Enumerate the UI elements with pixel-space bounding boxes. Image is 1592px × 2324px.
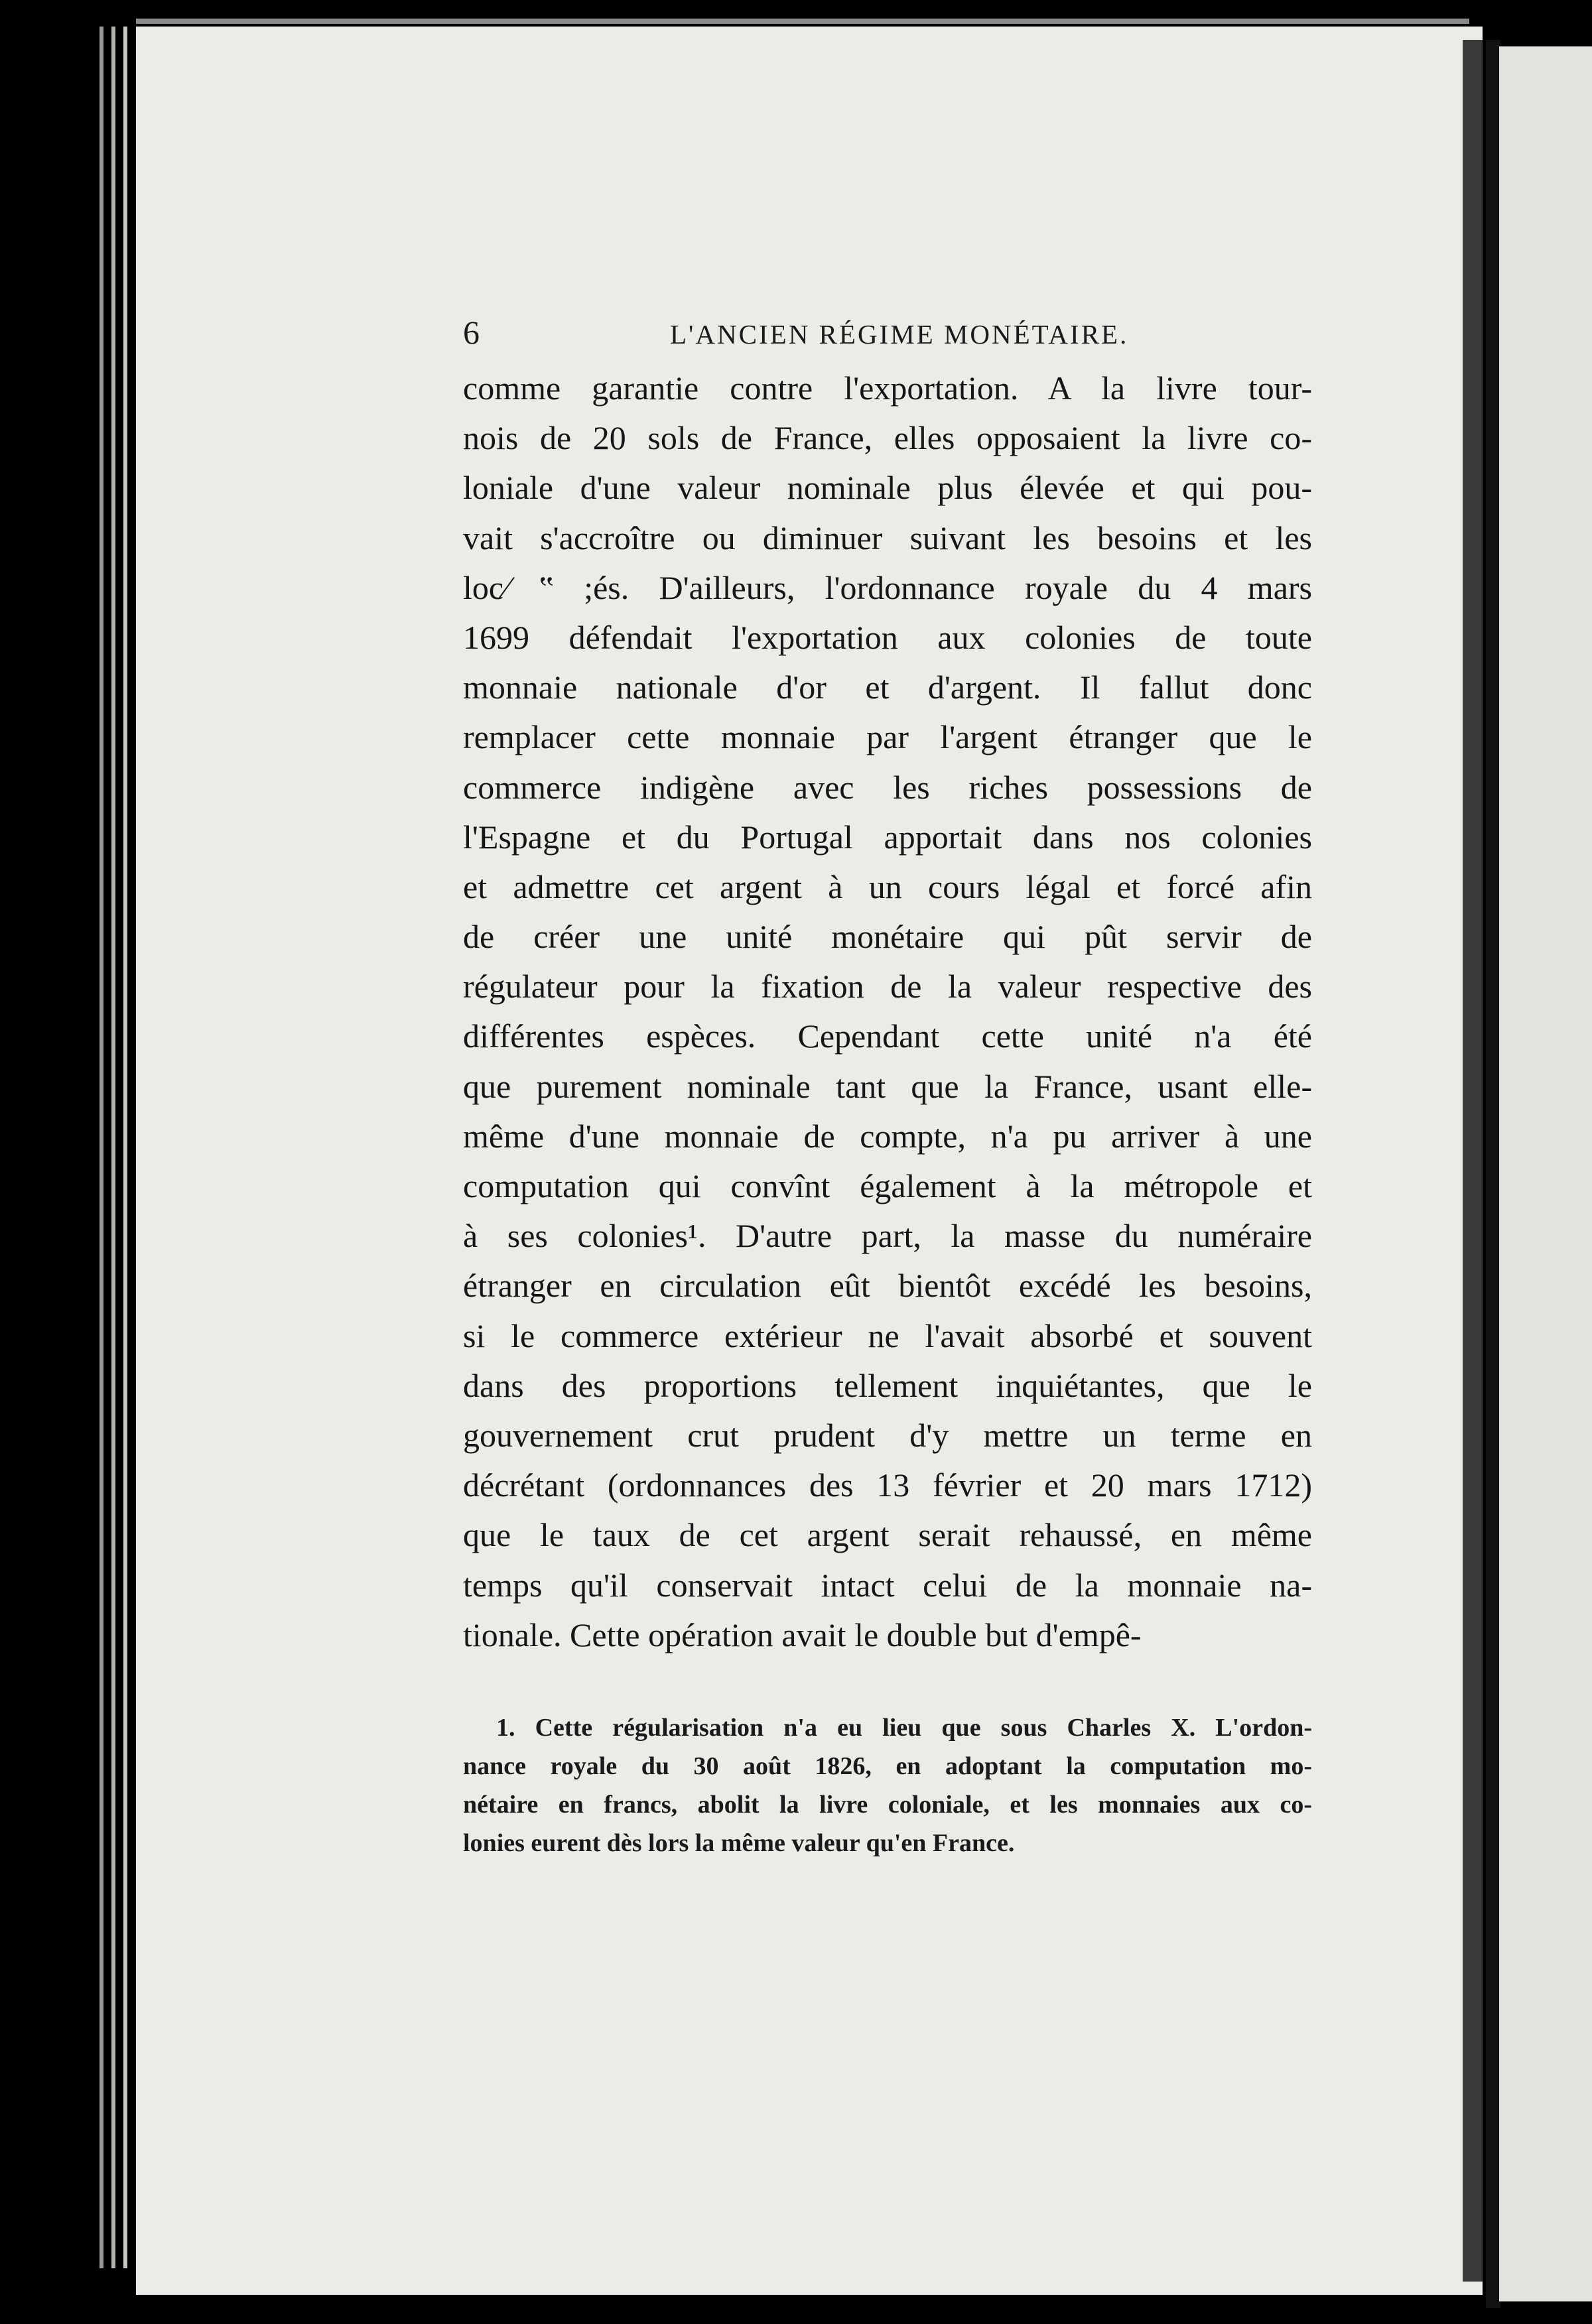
text-line: loc⁄ ‟ ;és. D'ailleurs, l'ordonnance royale du 4 mars xyxy=(463,568,1312,606)
text-line: computation qui convînt également à la métropole et xyxy=(463,1167,1312,1204)
footnote-line: nance royale du 30 août 1826, en adoptant la computation mo- xyxy=(463,1752,1312,1780)
footnote xyxy=(463,1709,1312,1862)
page-edge xyxy=(100,27,103,2268)
text-line: étranger en circulation eût bientôt excédé les besoins, xyxy=(463,1267,1312,1305)
text-line: à ses colonies¹. D'autre part, la masse du numéraire xyxy=(463,1217,1312,1255)
footnote-line: nétaire en francs, abolit la livre coloniale, et les monnaies aux co- xyxy=(463,1791,1312,1819)
text-line: et admettre cet argent à un cours légal et forcé afin xyxy=(463,868,1312,905)
text-line: décrétant (ordonnances des 13 février et 20 mars 1712) xyxy=(463,1466,1312,1504)
text-line: commerce indigène avec les riches possessions de xyxy=(463,768,1312,806)
text-line: même d'une monnaie de compte, n'a pu arriver à une xyxy=(463,1117,1312,1155)
text-line: monnaie nationale d'or et d'argent. Il fallut donc xyxy=(463,669,1312,706)
text-line: remplacer cette monnaie par l'argent étranger que le xyxy=(463,718,1312,756)
page-edge xyxy=(123,27,127,2268)
text-line: gouvernement crut prudent d'y mettre un terme en xyxy=(463,1416,1312,1454)
text-line: loniale d'une valeur nominale plus élevée et qui pou- xyxy=(463,469,1312,507)
text-line: différentes espèces. Cependant cette unité n'a été xyxy=(463,1017,1312,1055)
text-line: tionale. Cette opération avait le double but d'empê- xyxy=(463,1616,1142,1653)
page-header xyxy=(463,313,1312,353)
text-line: nois de 20 sols de France, elles opposaient la livre co- xyxy=(463,419,1312,457)
footnote-line: lonies eurent dès lors la même valeur qu'en France. xyxy=(463,1829,1015,1857)
text-line: comme garantie contre l'exportation. A la livre tour- xyxy=(463,369,1312,407)
facing-page-edge xyxy=(1499,46,1592,2301)
footnote-line: 1. Cette régularisation n'a eu lieu que sous Charles X. L'ordon- xyxy=(496,1714,1312,1742)
text-line: si le commerce extérieur ne l'avait absorbé et souvent xyxy=(463,1317,1312,1354)
text-line: que le taux de cet argent serait rehaussé, en même xyxy=(463,1516,1312,1554)
text-line: que purement nominale tant que la France, usant elle- xyxy=(463,1067,1312,1105)
page-number: 6 xyxy=(463,314,480,351)
body-text xyxy=(463,363,1312,1660)
text-line: 1699 défendait l'exportation aux colonies de toute xyxy=(463,618,1312,656)
text-line: de créer une unité monétaire qui pût servir de xyxy=(463,918,1312,956)
text-line: dans des proportions tellement inquiétantes, que le xyxy=(463,1366,1312,1404)
text-line: temps qu'il conservait intact celui de la monnaie na- xyxy=(463,1566,1312,1604)
text-line: vait s'accroître ou diminuer suivant les besoins et les xyxy=(463,519,1312,556)
text-line: régulateur pour la fixation de la valeur respective des xyxy=(463,968,1312,1005)
text-line: l'Espagne et du Portugal apportait dans nos colonies xyxy=(463,818,1312,856)
page-spine-shadow xyxy=(1463,40,1483,2282)
running-head: L'ANCIEN RÉGIME MONÉTAIRE. xyxy=(670,319,1129,350)
page-edge-top xyxy=(136,19,1469,24)
page-edge xyxy=(111,27,115,2268)
binding-shadow xyxy=(1486,40,1500,2308)
